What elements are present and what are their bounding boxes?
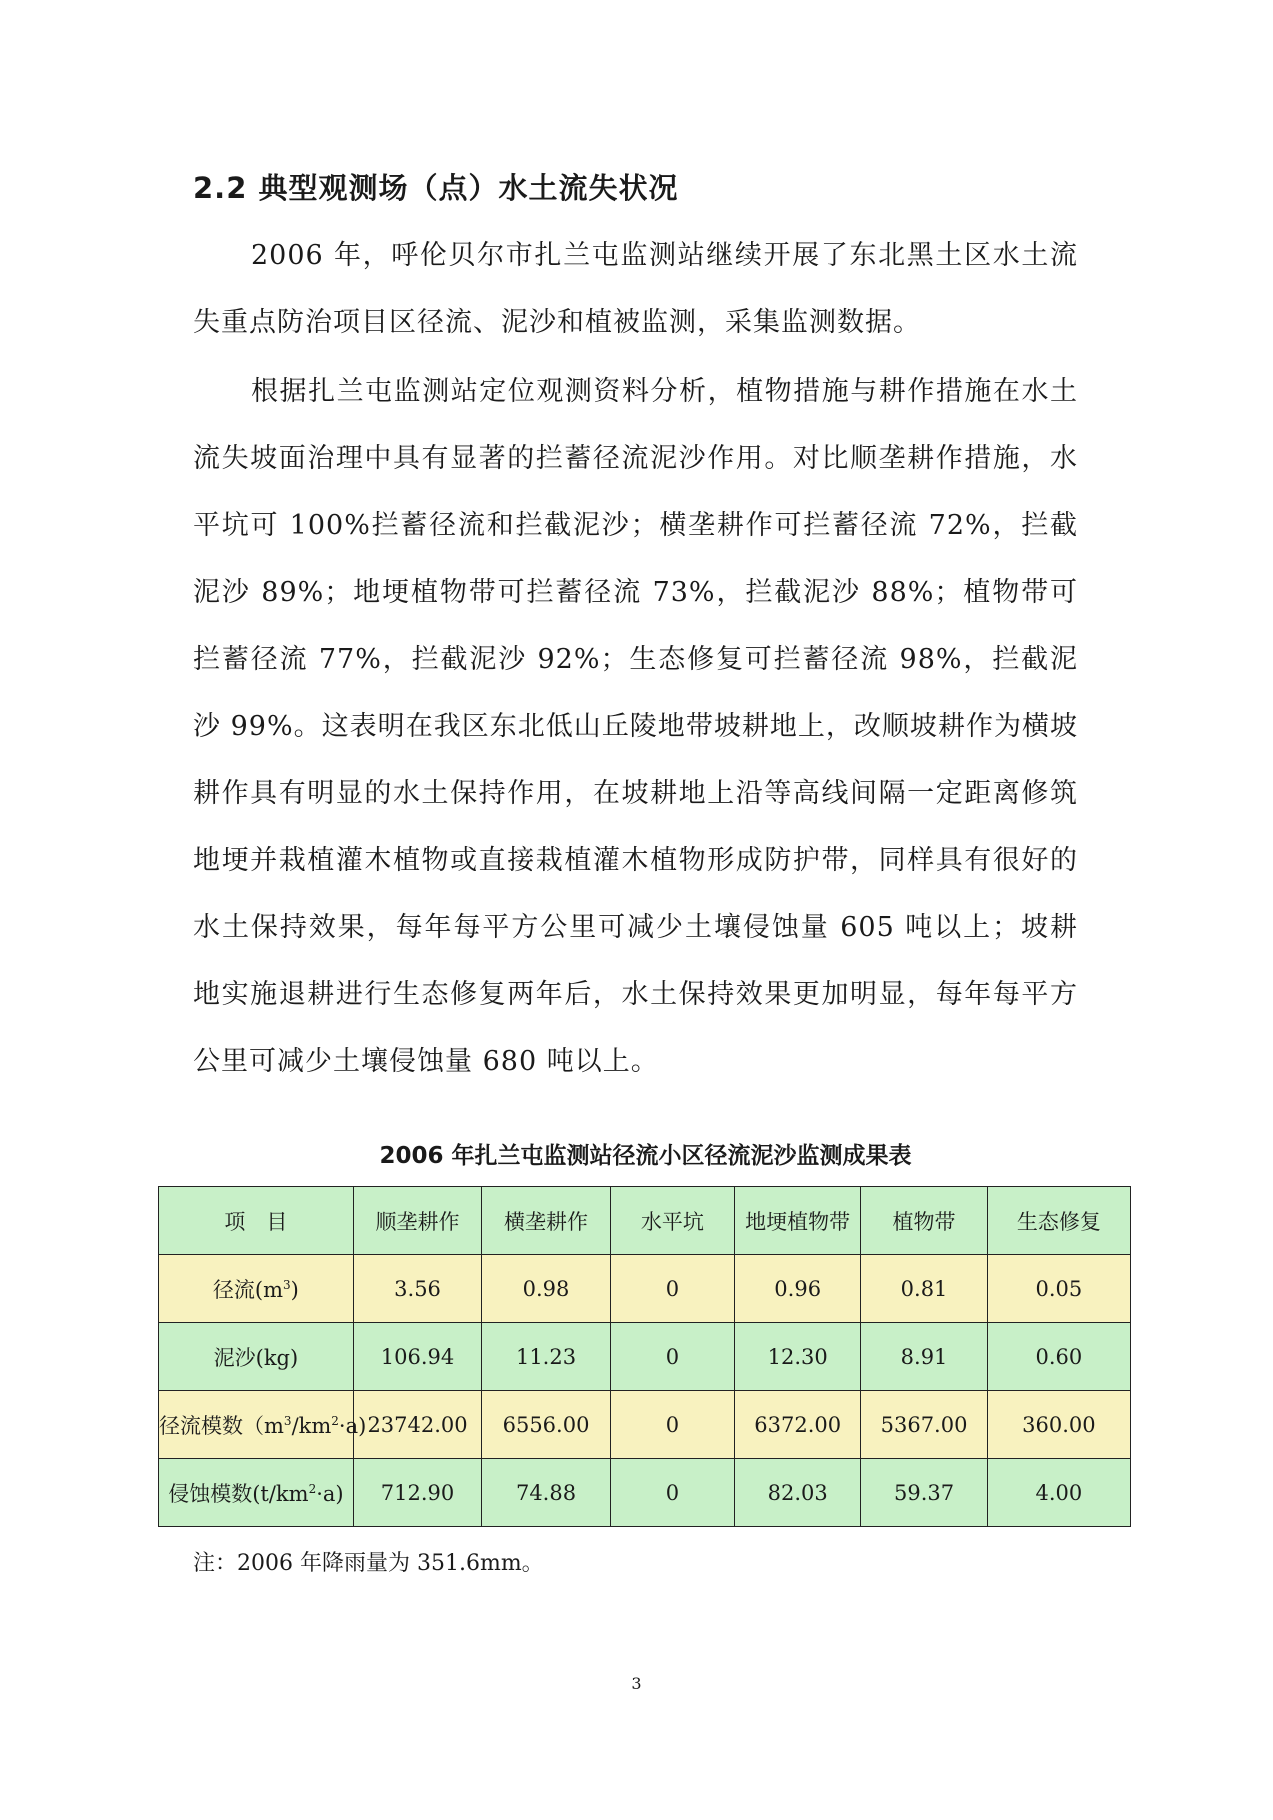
results-table [158,1186,1131,1527]
table-cell: 0 [610,1323,734,1391]
header-cell-shunlong: 顺垄耕作 [353,1187,481,1255]
table-cell: 23742.00 [353,1391,481,1459]
table-cell: 0.96 [735,1255,861,1323]
paragraph-2: 根据扎兰屯监测站定位观测资料分析，植物措施与耕作措施在水土流失坡面治理中具有显著的拦蓄径流泥沙作用。对比顺垄耕作措施，水平坑可 100%拦蓄径流和拦截泥沙；横垄耕作可拦蓄径流 72%，拦截泥沙 89%；地埂植物带可拦蓄径流 73%，拦截泥沙 88%；植物带可拦蓄径流 77%，拦截泥沙 92%；生态修复可拦蓄径流 98%，拦截泥沙 99%。这表明在我区东北低山丘陵地带坡耕地上，改顺坡耕作为横坡耕作具有明显的水土保持作用，在坡耕地上沿等高线间隔一定距离修筑地埂并栽植灌木植物或直接栽植灌木植物形成防护带，同样具有很好的水土保持效果，每年每平方公里可减少土壤侵蚀量 605 吨以上；坡耕地实施退耕进行生态修复两年后，水土保持效果更加明显，每年每平方公里可减少土壤侵蚀量 680 吨以上。 [193,376,1078,1077]
section-heading: 2.2 典型观测场（点）水土流失状况 [193,171,679,205]
table-cell: 82.03 [735,1459,861,1527]
table-cell: 74.88 [482,1459,610,1527]
table-cell: 712.90 [353,1459,481,1527]
table-cell: 0.81 [861,1255,987,1323]
row-label-runoff-modulus: 径流模数$(m^3/km^2\cdot a)$ [159,1391,354,1459]
header-cell-item: 项 目 [159,1187,354,1255]
paragraph-1: 2006 年，呼伦贝尔市扎兰屯监测站继续开展了东北黑土区水土流失重点防治项目区径流、泥沙和植被监测，采集监测数据。 [193,240,1078,338]
table-cell: 59.37 [861,1459,987,1527]
table-cell: 0 [610,1459,734,1527]
table-cell: 6556.00 [482,1391,610,1459]
table-cell: 0.98 [482,1255,610,1323]
table-row-erosion-modulus [159,1459,1131,1527]
row-label-erosion-modulus: 侵蚀模数$(t/km^2\cdot a)$ [159,1459,354,1527]
table-cell: 6372.00 [735,1391,861,1459]
table-row-runoff-modulus [159,1391,1131,1459]
table-cell: 0.60 [987,1323,1130,1391]
header-cell-shuipingkeng: 水平坑 [610,1187,734,1255]
table-header-row [159,1187,1131,1255]
page-number: 3 [631,1674,642,1693]
table-note: 注：2006 年降雨量为 351.6mm。 [193,1551,544,1576]
row-label-sediment: 泥沙(kg) [159,1323,354,1391]
table-cell: 4.00 [987,1459,1130,1527]
table-cell: 3.56 [353,1255,481,1323]
table-cell: 106.94 [353,1323,481,1391]
table-cell: 5367.00 [861,1391,987,1459]
header-cell-henglong: 横垄耕作 [482,1187,610,1255]
table-row-runoff [159,1255,1131,1323]
table-cell: 0 [610,1391,734,1459]
table-cell: 11.23 [482,1323,610,1391]
table-cell: 0 [610,1255,734,1323]
table-cell: 0.05 [987,1255,1130,1323]
row-label-runoff: 径流$(m^3)$ [159,1255,354,1323]
table-cell: 8.91 [861,1323,987,1391]
table-cell: 360.00 [987,1391,1130,1459]
table-row-sediment [159,1323,1131,1391]
header-cell-zhiwudai: 植物带 [861,1187,987,1255]
header-cell-shengtai: 生态修复 [987,1187,1130,1255]
table-cell: 12.30 [735,1323,861,1391]
table-title: 2006 年扎兰屯监测站径流小区径流泥沙监测成果表 [379,1143,912,1169]
header-cell-digeng: 地埂植物带 [735,1187,861,1255]
